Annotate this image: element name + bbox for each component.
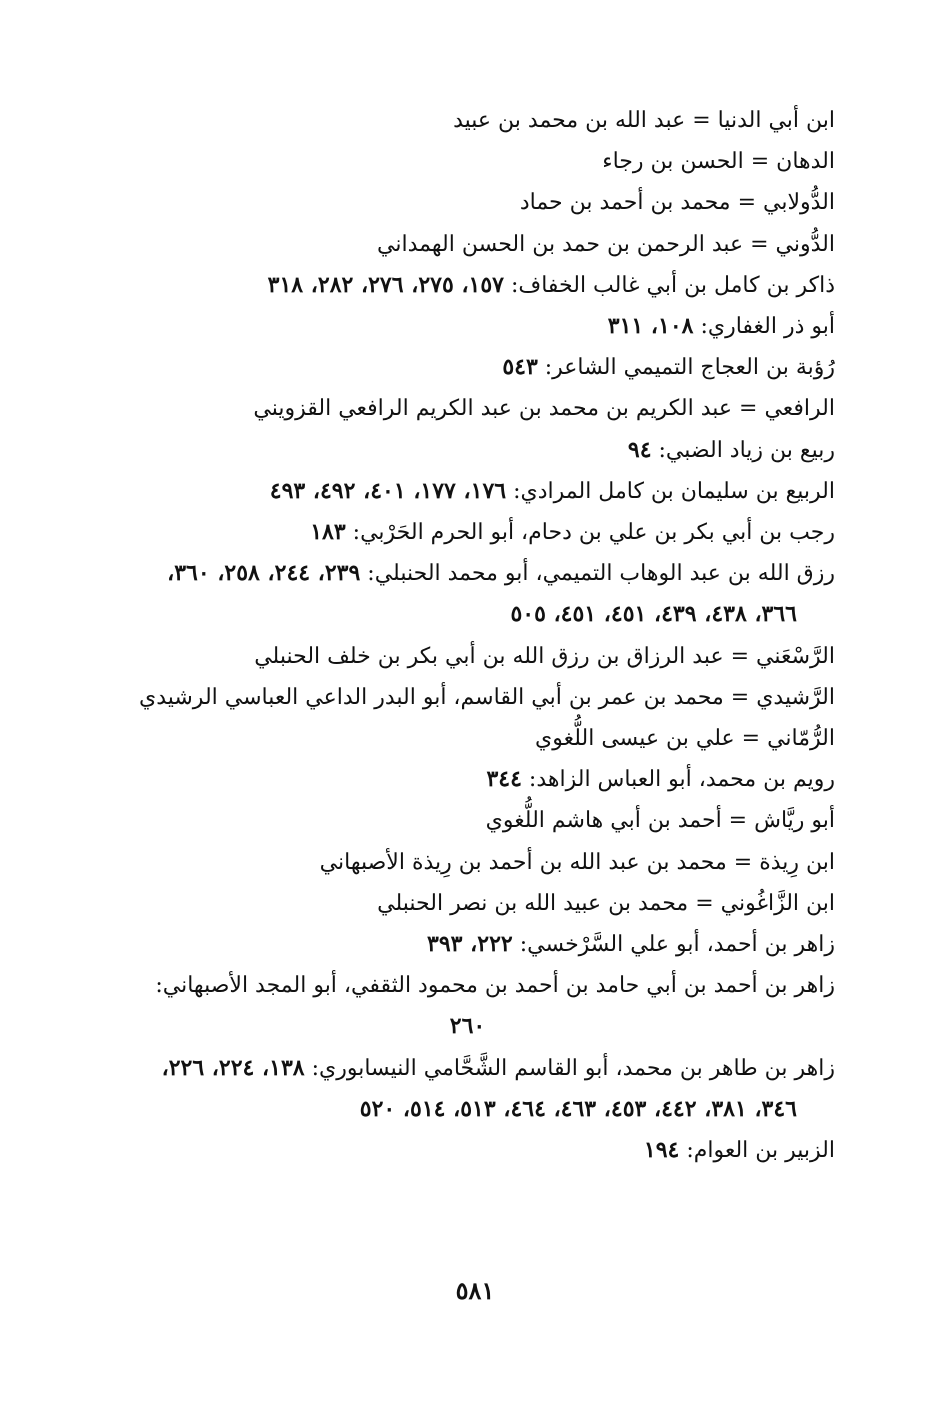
entry-pages: ٥٤٣: [502, 354, 538, 381]
index-page: [100, 100, 835, 1171]
index-entry: [100, 306, 835, 347]
index-entry: [100, 1130, 835, 1171]
index-entry: [100, 759, 835, 800]
entry-name: أبو ذر الغفاري:: [693, 314, 835, 340]
entry-name: الدُّوني = عبد الرحمن بن حمد بن الحسن الهمداني: [377, 231, 835, 257]
entry-name: رُؤبة بن العجاج التميمي الشاعر:: [537, 355, 835, 381]
index-entry: [100, 512, 835, 553]
entry-name: الدُّولابي = محمد بن أحمد بن حماد: [519, 190, 835, 216]
entry-pages: ١٧٦، ١٧٧، ٤٠١، ٤٩٢، ٤٩٣: [269, 477, 507, 504]
entry-pages-continued: ٣٦٦، ٤٣٨، ٤٣٩، ٤٥١، ٤٥١، ٥٠٥: [510, 601, 797, 628]
index-entry: [100, 100, 835, 141]
index-entry: [100, 388, 835, 429]
entry-pages: ١٠٨، ٣١١: [607, 313, 694, 340]
index-entry: [100, 718, 835, 759]
entry-pages: ١٣٨، ٢٢٤، ٢٢٦،: [161, 1054, 305, 1081]
entry-name: زاهر بن أحمد بن أبي حامد بن أحمد بن محمود الثقفي، أبو المجد الأصبهاني:: [155, 973, 835, 999]
entry-name: ربيع بن زياد الضبي:: [651, 437, 835, 463]
entry-name: الرافعي = عبد الكريم بن محمد بن عبد الكريم الرافعي القزويني: [253, 396, 835, 422]
entry-name: زاهر بن أحمد، أبو علي السَّرْخسي:: [512, 932, 835, 958]
index-entry: [100, 883, 835, 924]
entry-name: أبو ريَّاش = أحمد بن أبي هاشم اللُّغوي: [485, 808, 835, 834]
index-entry: [100, 1048, 835, 1130]
entry-pages: ٢٢٢، ٣٩٣: [427, 931, 513, 958]
index-entry: [100, 842, 835, 883]
index-entry: [100, 636, 835, 677]
entry-name: ابن الزَّاغُوني = محمد بن عبيد الله بن نصر الحنبلي: [377, 890, 835, 916]
entry-pages: ١٩٤: [643, 1137, 680, 1164]
entry-pages: ٣٤٤: [486, 766, 522, 793]
entry-pages-continued: ٢٦٠: [449, 1013, 486, 1040]
index-entry: [100, 677, 835, 718]
index-entry: [100, 224, 835, 265]
entry-pages: ١٨٣: [310, 519, 346, 546]
entry-name: الربيع بن سليمان بن كامل المرادي:: [506, 478, 835, 504]
index-entry: [100, 141, 835, 182]
entry-name: ابن رِيذة = محمد بن عبد الله بن أحمد بن رِيذة الأصبهاني: [319, 849, 835, 875]
entry-name: الرُّمّاني = علي بن عيسى اللُّغوي: [535, 726, 835, 752]
index-entry: [100, 182, 835, 223]
index-entry: [100, 800, 835, 841]
entry-name: ذاكر بن كامل بن أبي غالب الخفاف:: [504, 272, 835, 298]
entry-pages: ٢٣٩، ٢٤٤، ٢٥٨، ٣٦٠،: [167, 560, 361, 587]
index-entry: [100, 471, 835, 512]
entry-name: رجب بن أبي بكر بن علي بن دحام، أبو الحرم الحَرْبي:: [345, 520, 835, 546]
page-number: ٥٨١: [455, 1276, 495, 1305]
entry-pages: ١٥٧، ٢٧٥، ٢٧٦، ٢٨٢، ٣١٨: [267, 271, 504, 298]
entry-name: زاهر بن طاهر بن محمد، أبو القاسم الشَّحَّامي النيسابوري:: [304, 1055, 835, 1081]
entry-name: رويم بن محمد، أبو العباس الزاهد:: [521, 767, 835, 793]
entry-name: الدهان = الحسن بن رجاء: [602, 149, 835, 175]
entry-name: الرَّشيدي = محمد بن عمر بن أبي القاسم، أبو البدر الداعي العباسي الرشيدي: [138, 684, 835, 710]
index-entry: [100, 347, 835, 388]
entry-name: الزبير بن العوام:: [679, 1138, 835, 1164]
entry-pages-continued: ٣٤٦، ٣٨١، ٤٤٢، ٤٥٣، ٤٦٣، ٤٦٤، ٥١٣، ٥١٤، ٥٢٠: [359, 1095, 797, 1122]
index-entry: [100, 924, 835, 965]
entry-name: رزق الله بن عبد الوهاب التميمي، أبو محمد الحنبلي:: [360, 561, 835, 587]
entry-pages: ٩٤: [627, 436, 652, 463]
entry-name: ابن أبي الدنيا = عبد الله بن محمد بن عبيد: [453, 108, 835, 133]
index-entry: [100, 553, 835, 635]
index-entry: [100, 430, 835, 471]
index-entry: [100, 265, 835, 306]
entry-name: الرَّسْعَني = عبد الرزاق بن رزق الله بن أبي بكر بن خلف الحنبلي: [254, 643, 835, 669]
index-entry: [100, 965, 835, 1047]
